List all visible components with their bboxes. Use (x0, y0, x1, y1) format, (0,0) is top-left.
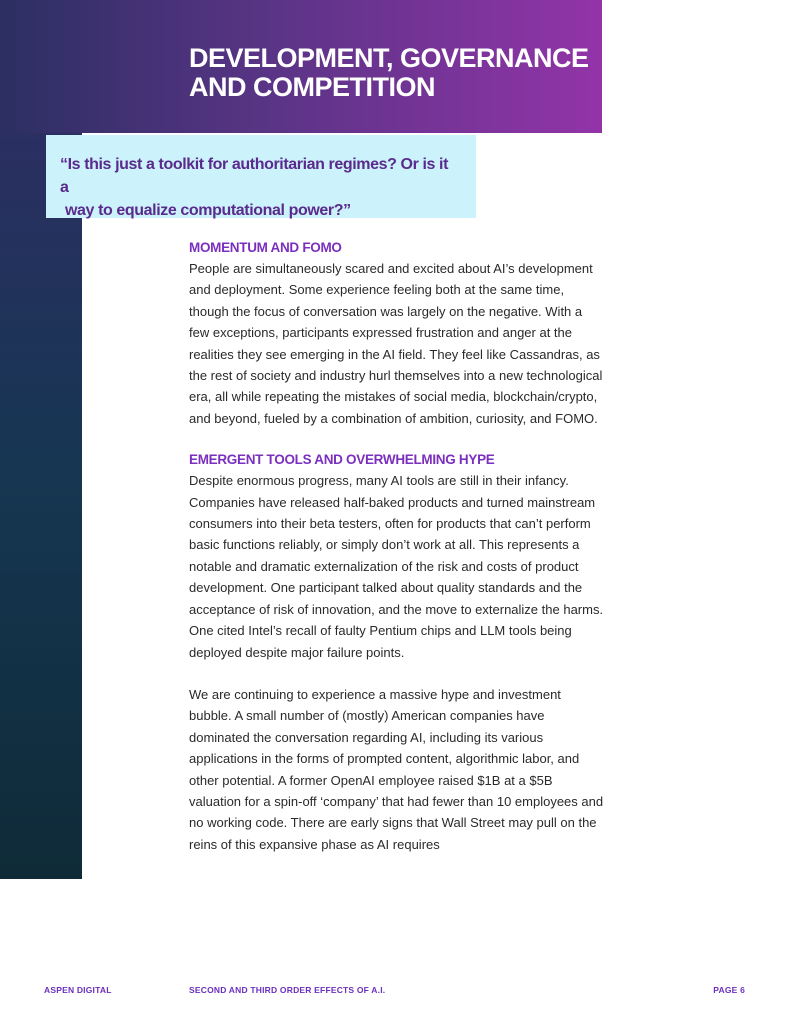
side-band (0, 133, 82, 879)
paragraph-hype-bubble: We are continuing to experience a massive hype and investment bubble. A small number of (mostly) American companies have dominated the conversation regarding AI, including its various applications in the forms of prompted content, algorithmic labor, and other potential. A former OpenAI employee raised $1B at a $5B valuation for a spin-off ‘company’ that had fewer than 10 employees and no working code. There are early signs that Wall Street may pull on the reins of this expansive phase as AI requires (189, 686, 604, 852)
pull-quote-line-1: “Is this just a toolkit for authoritarian regimes? Or is it a (60, 156, 449, 196)
main-content (189, 238, 604, 855)
footer-publisher: ASPEN DIGITAL (44, 985, 112, 995)
section-heading-momentum: MOMENTUM AND FOMO (189, 240, 342, 255)
section-heading-emergent-tools: EMERGENT TOOLS AND OVERWHELMING HYPE (189, 452, 495, 468)
pull-quote (46, 135, 476, 218)
footer-report-title: SECOND AND THIRD ORDER EFFECTS OF A.I. (189, 985, 386, 995)
page-title (189, 44, 589, 102)
paragraph-momentum: People are simultaneously scared and excited about AI’s development and deployment. Some experience feeling both at the same time, though the focus of conversation was largely on the negative. With a few exceptions, participants expressed frustration and anger at the realities they see emerging in the AI field. They feel like Cassandras, as the rest of society and industry hurl themselves into a new technological era, all while repeating the mistakes of social media, blockchain/crypto, and beyond, fueled by a combination of ambition, curiosity, and FOMO. (189, 261, 603, 426)
footer-page-number: PAGE 6 (713, 985, 745, 995)
page-title-line-2: AND COMPETITION (189, 72, 435, 102)
pull-quote-text (60, 153, 450, 222)
pull-quote-line-2: way to equalize computational power?” (65, 202, 351, 219)
paragraph-emergent-tools: Despite enormous progress, many AI tools are still in their infancy. Companies have released half-baked products and turned mainstream consumers into their beta testers, often for products that can’t perform basic functions reliably, or simply don’t work at all. This represents a notable and dramatic externalization of the risk and costs of product development. One participant talked about quality standards and the acceptance of risk of innovation, and the move to externalize the harms. One cited Intel’s recall of faulty Pentium chips and LLM tools being deployed despite major failure points. (189, 473, 604, 660)
page-title-line-1: DEVELOPMENT, GOVERNANCE (189, 43, 589, 73)
